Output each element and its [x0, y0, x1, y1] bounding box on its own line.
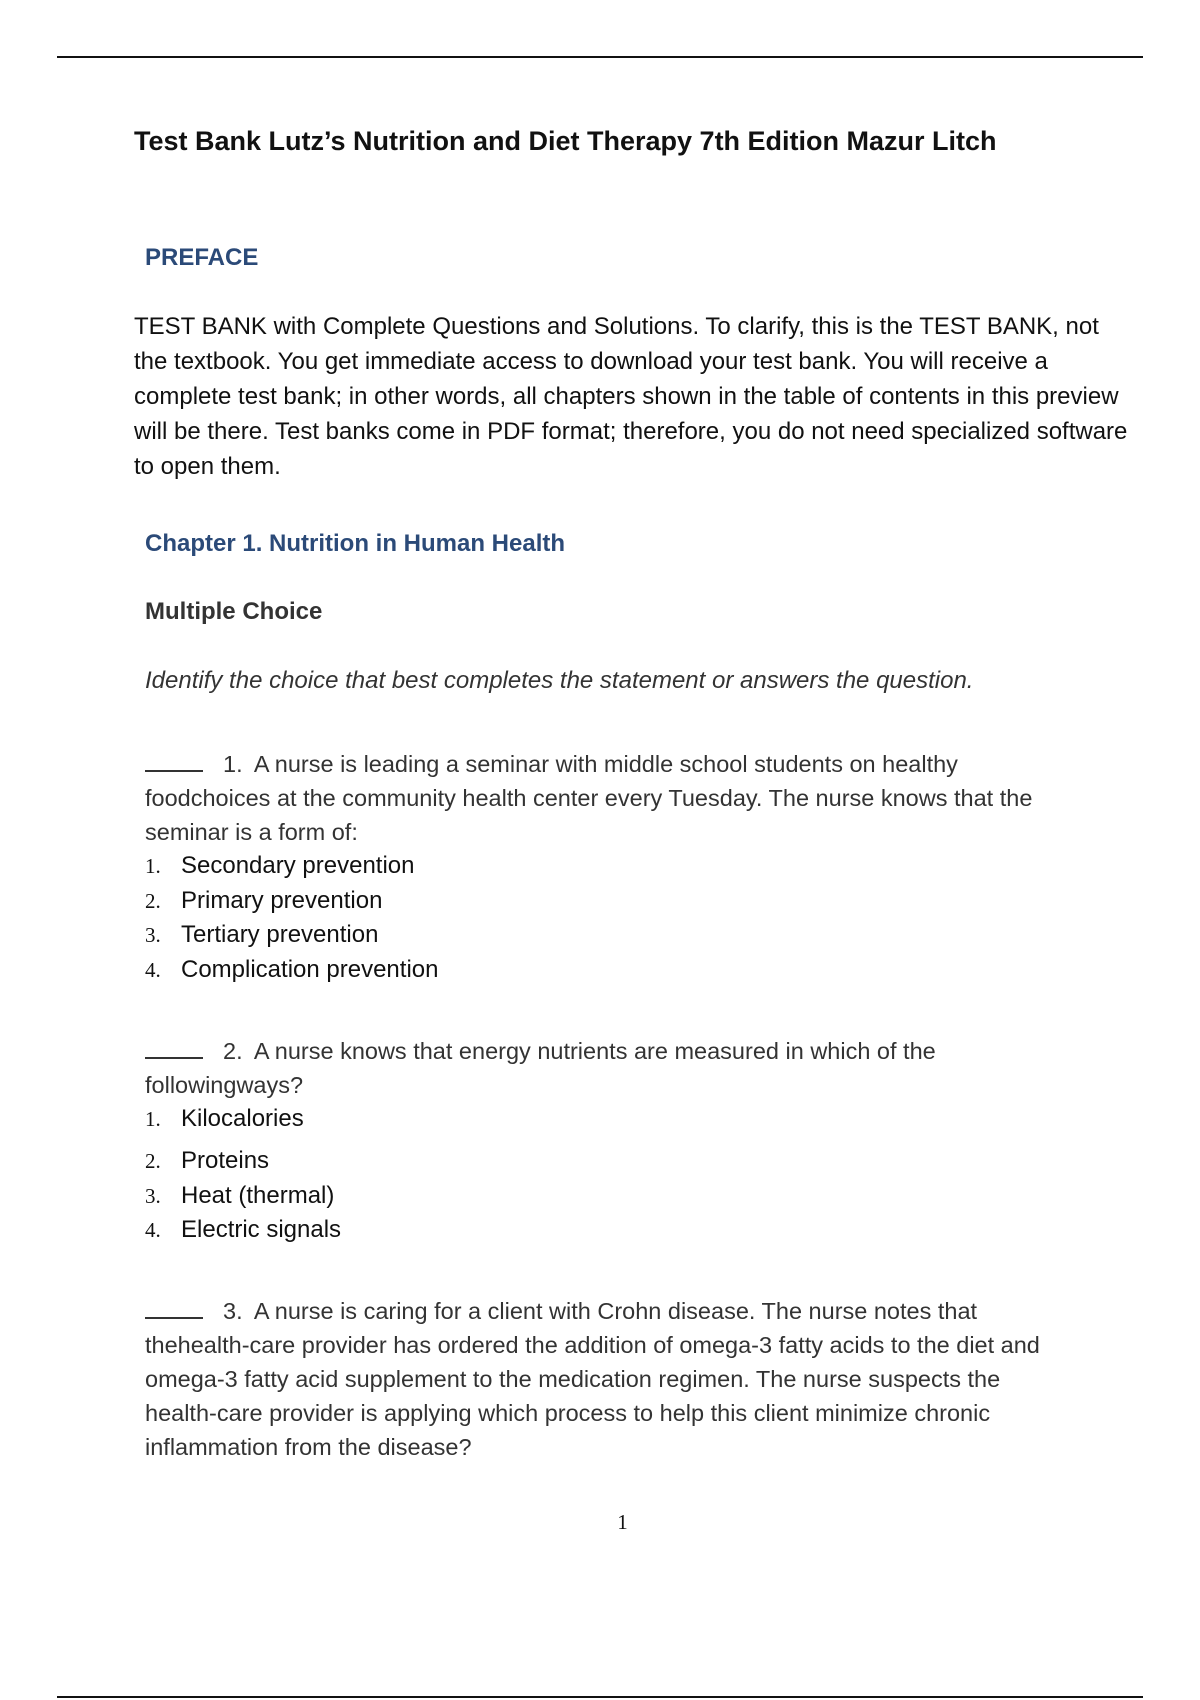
option-number: 3.: [145, 923, 161, 947]
question-number: 3.: [223, 1298, 243, 1324]
question-3: [145, 1293, 1065, 1464]
question-text: A nurse knows that energy nutrients are measured in which of the followingways?: [145, 1038, 936, 1098]
question-2: [145, 1033, 1065, 1248]
answer-option: [145, 1102, 1065, 1144]
option-number: 3.: [145, 1183, 161, 1208]
option-number: 2.: [145, 1149, 161, 1173]
answer-option: [145, 849, 1065, 884]
section-heading-multiple-choice: Multiple Choice: [145, 598, 323, 625]
answer-option: [145, 953, 1065, 988]
instructions-text: Identify the choice that best completes the statement or answers the question.: [145, 667, 974, 694]
option-text: Proteins: [181, 1147, 270, 1174]
option-number: 4.: [145, 957, 161, 982]
answer-option: [145, 1144, 1065, 1179]
answer-blank[interactable]: [145, 1293, 203, 1319]
answer-option: [145, 1213, 1065, 1248]
option-text: Kilocalories: [181, 1105, 304, 1132]
option-number: 4.: [145, 1218, 161, 1242]
answer-blank[interactable]: [145, 746, 203, 772]
question-number: 1.: [223, 751, 243, 777]
option-number: 2.: [145, 888, 161, 913]
page-number: 1: [617, 1510, 628, 1534]
option-text: Tertiary prevention: [181, 921, 379, 948]
question-1: [145, 746, 1065, 987]
answer-option: [145, 918, 1065, 953]
answer-options: [145, 849, 1065, 987]
answer-option: [145, 1179, 1065, 1214]
option-text: Heat (thermal): [181, 1181, 335, 1209]
preface-heading: PREFACE: [145, 244, 259, 271]
chapter-heading: Chapter 1. Nutrition in Human Health: [145, 530, 566, 557]
top-rule: [57, 56, 1143, 58]
answer-blank[interactable]: [145, 1033, 203, 1059]
option-number: 1.: [145, 1107, 161, 1131]
question-text: A nurse is leading a seminar with middle school students on healthy foodchoices at the community health center every Tuesday. The nurse knows that the seminar is a form of:: [145, 751, 1033, 845]
answer-options: [145, 1102, 1065, 1248]
bottom-rule: [57, 1696, 1143, 1698]
question-text: A nurse is caring for a client with Crohn disease. The nurse notes that thehealth-care provider has ordered the addition of omega-3 fatty acids to the diet and omega-3 fatty acid supplement to the medication regimen. The nurse suspects the health-care provider is applying which process to help this client minimize chronic inflammation from the disease?: [145, 1298, 1040, 1460]
option-number: 1.: [145, 854, 161, 878]
question-number: 2.: [223, 1038, 243, 1064]
option-text: Electric signals: [181, 1216, 342, 1243]
preface-paragraph: TEST BANK with Complete Questions and Solutions. To clarify, this is the TEST BANK, not the textbook. You get immediate access to download your test bank. You will receive a complete test bank; in other words, all chapters shown in the table of contents in this preview will be there. Test banks come in PDF format; therefore, you do not need specialized software to open them.: [134, 313, 1128, 480]
option-text: Primary prevention: [181, 886, 383, 914]
option-text: Complication prevention: [181, 955, 439, 983]
answer-option: [145, 884, 1065, 919]
document-title: Test Bank Lutz’s Nutrition and Diet Therapy 7th Edition Mazur Litch: [134, 126, 997, 156]
option-text: Secondary prevention: [181, 852, 415, 879]
